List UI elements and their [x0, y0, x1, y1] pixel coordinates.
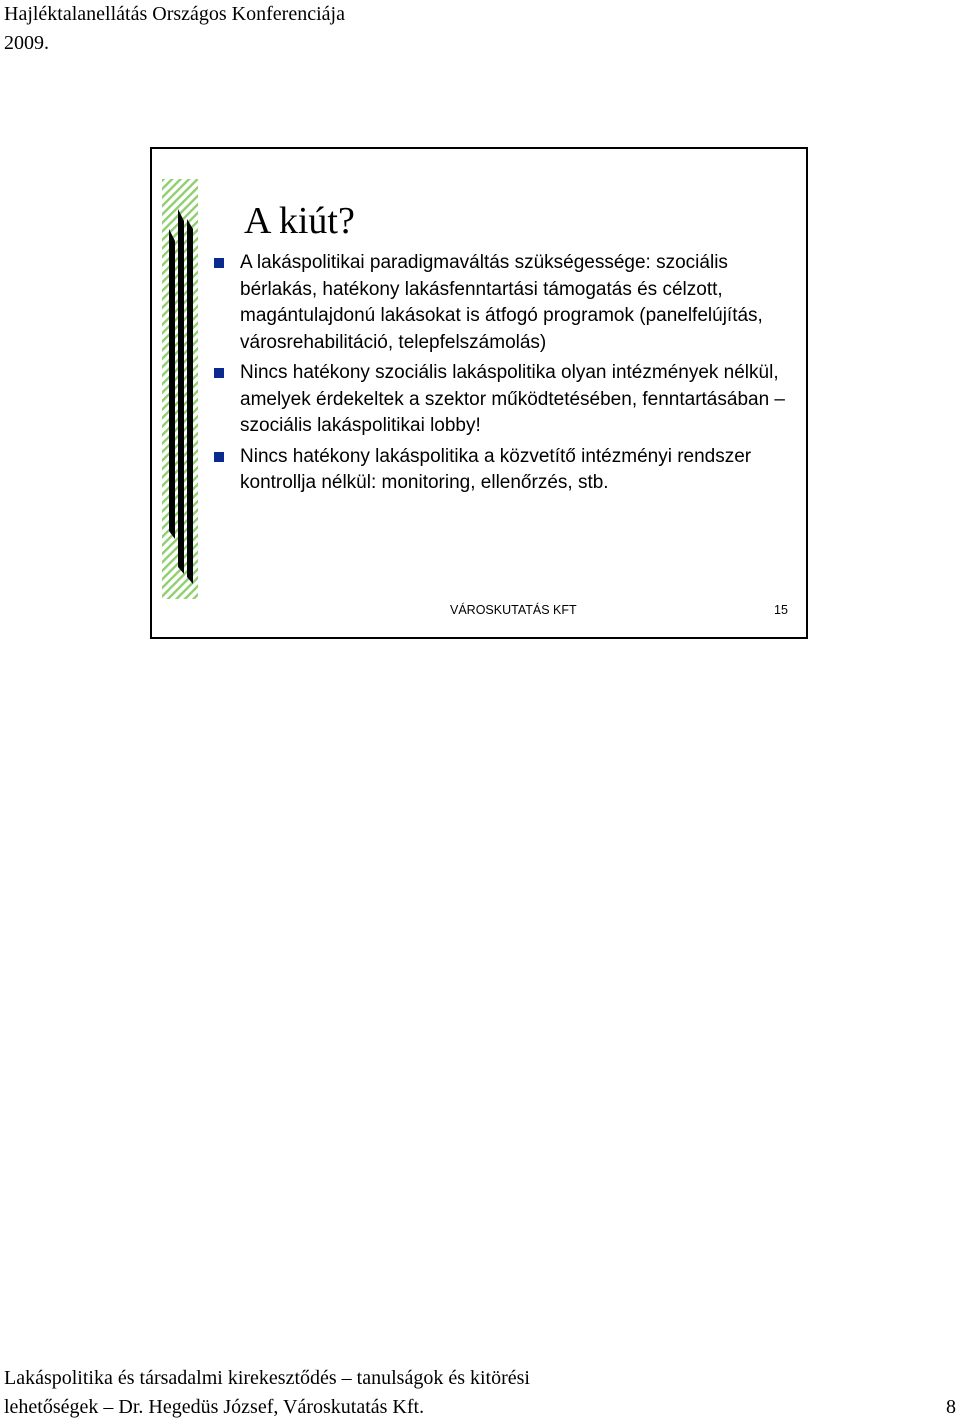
square-bullet-icon	[214, 368, 224, 378]
page-header	[4, 0, 345, 58]
decorative-bar	[187, 219, 193, 584]
slide-footer-text: VÁROSKUTATÁS KFT	[450, 603, 577, 617]
slide-title: A kiút?	[244, 200, 355, 242]
decorative-bar	[169, 229, 175, 539]
page-number: 8	[946, 1396, 956, 1418]
square-bullet-icon	[214, 258, 224, 268]
bullet-item	[212, 444, 802, 497]
bullet-item	[212, 360, 802, 440]
bullet-list	[212, 250, 802, 501]
decorative-bar	[178, 209, 184, 574]
header-conference-title: Hajléktalanellátás Országos Konferenciája	[4, 3, 345, 25]
slide	[150, 147, 808, 639]
slide-decoration	[162, 179, 202, 599]
bullet-item	[212, 250, 802, 356]
header-year: 2009.	[4, 32, 49, 54]
bullet-text: Nincs hatékony szociális lakáspolitika olyan intézmények nélkül, amelyek érdekeltek a szektor működtetésében, fenntartásában – szociális lakáspolitikai lobby!	[240, 362, 785, 436]
bullet-text: Nincs hatékony lakáspolitika a közvetítő intézményi rendszer kontrollja nélkül: monitoring, ellenőrzés, stb.	[240, 445, 752, 493]
footer-author: lehetőségek – Dr. Hegedüs József, Városkutatás Kft.	[4, 1396, 425, 1418]
page-footer	[4, 1364, 956, 1422]
footer-title-line2	[4, 1393, 956, 1422]
square-bullet-icon	[214, 452, 224, 462]
slide-number: 15	[774, 603, 788, 617]
footer-title-line1: Lakáspolitika és társadalmi kirekesztődés – tanulságok és kitörési	[4, 1367, 530, 1389]
bullet-text: A lakáspolitikai paradigmaváltás szükségessége: szociális bérlakás, hatékony lakásfenntartási támogatás és célzott, magántulajdonú lakásokat is átfogó programok (panelfelújítás, városrehabilitáció, telepfelszámolás)	[240, 252, 763, 353]
